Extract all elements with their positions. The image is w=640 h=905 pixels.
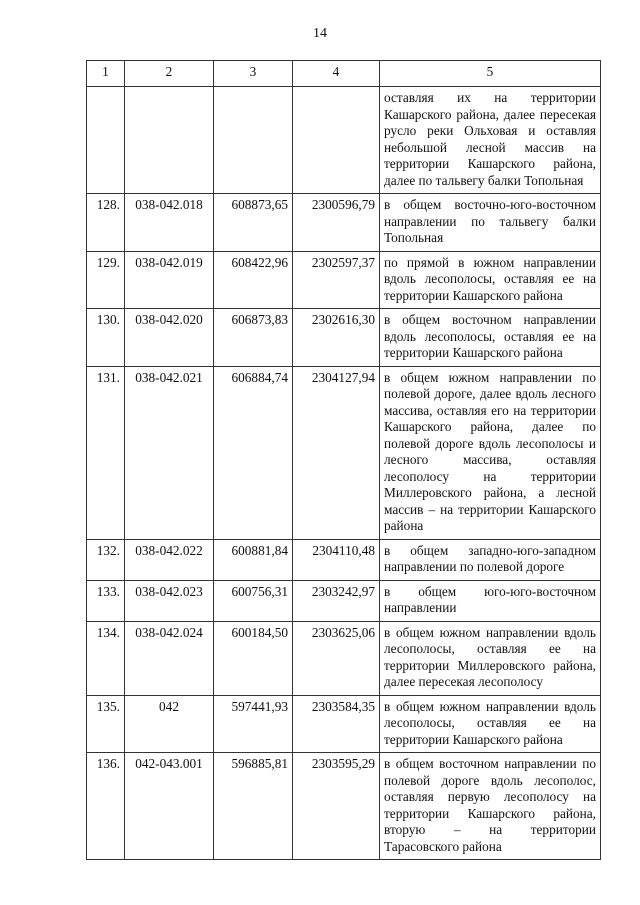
coordinate-y: 2302597,37 <box>293 251 380 309</box>
coordinate-x: 608873,65 <box>214 194 293 252</box>
coordinate-x: 597441,93 <box>214 695 293 753</box>
route-description: в общем восточном направлении вдоль лесополосы, оставляя ее на территории Кашарского района <box>380 309 601 367</box>
coordinate-y: 2304127,94 <box>293 366 380 539</box>
point-code: 038-042.024 <box>125 621 214 695</box>
table-row <box>87 580 601 621</box>
header-cell-3: 3 <box>214 61 293 87</box>
continuation-empty-cell <box>293 87 380 194</box>
route-description: в общем восточном направлении по полевой дороге вдоль лесополос, оставляя первую лесополосу на территории Кашарского района, вторую – на территории Тарасовского района <box>380 753 601 860</box>
continuation-row <box>87 87 601 194</box>
coordinate-x: 596885,81 <box>214 753 293 860</box>
coordinate-y: 2302616,30 <box>293 309 380 367</box>
route-description: в общем южном направлении вдоль лесополосы, оставляя ее на территории Кашарского района <box>380 695 601 753</box>
coordinate-y: 2303242,97 <box>293 580 380 621</box>
boundary-coordinates-table <box>86 60 601 860</box>
continuation-description: оставляя их на территории Кашарского района, далее пересекая русло реки Ольховая и оставляя небольшой лесной массив на территории Кашарского района, далее по тальвегу балки Топольная <box>380 87 601 194</box>
point-code: 038-042.018 <box>125 194 214 252</box>
header-cell-5: 5 <box>380 61 601 87</box>
point-code: 038-042.019 <box>125 251 214 309</box>
table-row <box>87 366 601 539</box>
row-number: 128. <box>87 194 125 252</box>
table-row <box>87 695 601 753</box>
table-row <box>87 753 601 860</box>
row-number: 130. <box>87 309 125 367</box>
table-row <box>87 539 601 580</box>
row-number: 131. <box>87 366 125 539</box>
route-description: в общем западно-юго-западном направлении по полевой дороге <box>380 539 601 580</box>
point-code: 038-042.022 <box>125 539 214 580</box>
coordinate-x: 600184,50 <box>214 621 293 695</box>
route-description: в общем южном направлении вдоль лесополосы, оставляя ее на территории Миллеровского района, далее пересекая лесополосу <box>380 621 601 695</box>
continuation-empty-cell <box>87 87 125 194</box>
point-code: 038-042.023 <box>125 580 214 621</box>
route-description: в общем восточно-юго-восточном направлении по тальвегу балки Топольная <box>380 194 601 252</box>
table-header-row <box>87 61 601 87</box>
continuation-empty-cell <box>125 87 214 194</box>
row-number: 133. <box>87 580 125 621</box>
header-cell-1: 1 <box>87 61 125 87</box>
coordinate-x: 600756,31 <box>214 580 293 621</box>
table-row <box>87 621 601 695</box>
row-number: 134. <box>87 621 125 695</box>
point-code: 038-042.021 <box>125 366 214 539</box>
coordinate-y: 2300596,79 <box>293 194 380 252</box>
row-number: 136. <box>87 753 125 860</box>
row-number: 132. <box>87 539 125 580</box>
coordinate-y: 2303625,06 <box>293 621 380 695</box>
point-code: 042 <box>125 695 214 753</box>
route-description: по прямой в южном направлении вдоль лесополосы, оставляя ее на территории Кашарского района <box>380 251 601 309</box>
coordinate-y: 2303584,35 <box>293 695 380 753</box>
row-number: 129. <box>87 251 125 309</box>
coordinate-x: 606873,83 <box>214 309 293 367</box>
point-code: 042-043.001 <box>125 753 214 860</box>
header-cell-2: 2 <box>125 61 214 87</box>
row-number: 135. <box>87 695 125 753</box>
coordinate-y: 2303595,29 <box>293 753 380 860</box>
header-cell-4: 4 <box>293 61 380 87</box>
point-code: 038-042.020 <box>125 309 214 367</box>
page-number: 14 <box>313 26 327 41</box>
coordinate-y: 2304110,48 <box>293 539 380 580</box>
table-row <box>87 251 601 309</box>
continuation-empty-cell <box>214 87 293 194</box>
coordinate-x: 600881,84 <box>214 539 293 580</box>
table-row <box>87 309 601 367</box>
table-row <box>87 194 601 252</box>
route-description: в общем юго-юго-восточном направлении <box>380 580 601 621</box>
coordinate-x: 606884,74 <box>214 366 293 539</box>
route-description: в общем южном направлении по полевой дороге, далее вдоль лесного массива, оставляя его на территории Кашарского района, далее по полевой дороге вдоль лесополосы и лесного массива, оставляя лесополосу на территории Миллеровского района, а лесной массив – на территории Кашарского района <box>380 366 601 539</box>
coordinate-x: 608422,96 <box>214 251 293 309</box>
